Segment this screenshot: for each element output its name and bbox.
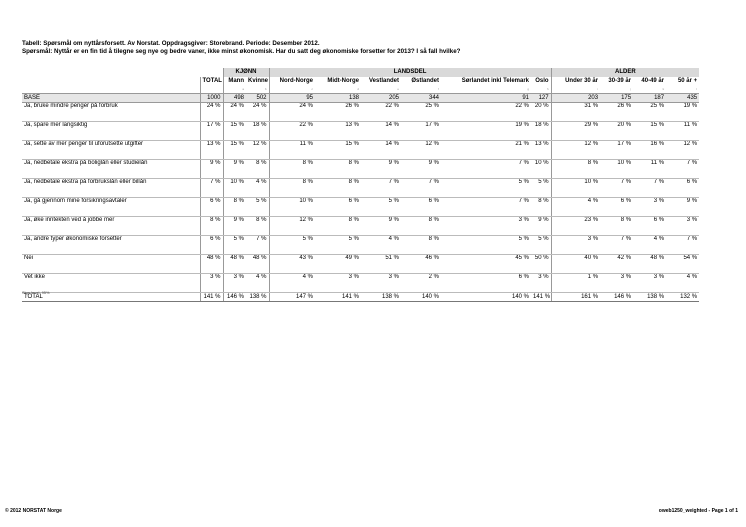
cell-value: 22 % (361, 103, 401, 122)
cell-value: 8 % (401, 236, 441, 255)
cell-value: 91 (441, 94, 531, 103)
header-spacer (22, 77, 200, 86)
cell-value: 1 % (551, 274, 600, 293)
cell-value: 8 % (246, 217, 269, 236)
column-letter: a (223, 86, 246, 94)
column-letter: f (401, 86, 441, 94)
cell-value: 26 % (600, 103, 633, 122)
row-label: Nei (22, 255, 200, 274)
column-header: 50 år + (677, 78, 698, 84)
column-header: Østlandet (411, 78, 440, 84)
row-label: Ja, spare mer langsiktig (22, 122, 200, 141)
table-row (22, 141, 699, 160)
cell-value: 15 % (315, 141, 361, 160)
cell-value: 5 % (223, 236, 246, 255)
row-label: Ja, nedbetale ekstra på boliglån eller studielån (22, 160, 200, 179)
cell-value: 49 % (315, 255, 361, 274)
column-letter (200, 86, 223, 94)
cell-value: 14 % (361, 122, 401, 141)
column-letter: g (441, 86, 531, 94)
cell-value: 24 % (269, 103, 315, 122)
cell-value: 12 % (551, 141, 600, 160)
cell-value: 141 % (315, 293, 361, 302)
column-header-row (22, 77, 699, 86)
column-letter: i (551, 86, 600, 94)
cell-value: 138 % (633, 293, 666, 302)
cell-value: 4 % (666, 274, 699, 293)
column-header: Midt-Norge (327, 78, 360, 84)
column-letter: d (315, 86, 361, 94)
column-letter: l (666, 86, 699, 94)
cell-value: 23 % (551, 217, 600, 236)
cell-value: 12 % (269, 217, 315, 236)
table-row (22, 274, 699, 293)
cell-value: 10 % (551, 179, 600, 198)
cell-value: 8 % (200, 217, 223, 236)
crosstab-table (22, 68, 699, 302)
cell-value: 11 % (269, 141, 315, 160)
cell-value: 10 % (531, 160, 551, 179)
cell-value: 42 % (600, 255, 633, 274)
cell-value: 20 % (531, 103, 551, 122)
cell-value: 24 % (223, 103, 246, 122)
column-letter: e (361, 86, 401, 94)
table-row (22, 179, 699, 198)
total-row (22, 293, 699, 302)
cell-value: 10 % (223, 179, 246, 198)
cell-value: 9 % (223, 160, 246, 179)
cell-value: 502 (246, 94, 269, 103)
cell-value: 48 % (246, 255, 269, 274)
cell-value: 25 % (401, 103, 441, 122)
cell-value: 40 % (551, 255, 600, 274)
cell-value: 9 % (401, 160, 441, 179)
cell-value: 9 % (200, 160, 223, 179)
cell-value: 7 % (246, 236, 269, 255)
group-header-age: ALDER (551, 68, 699, 77)
column-header: Vestlandet (369, 78, 400, 84)
cell-value: 138 % (361, 293, 401, 302)
cell-value: 6 % (401, 198, 441, 217)
cell-value: 48 % (633, 255, 666, 274)
column-letter: h (531, 86, 551, 94)
cell-value: 43 % (269, 255, 315, 274)
group-header-region: LANDSDEL (269, 68, 551, 77)
cell-value: 8 % (246, 160, 269, 179)
cell-value: 5 % (315, 236, 361, 255)
cell-value: 7 % (200, 179, 223, 198)
cell-value: 15 % (223, 141, 246, 160)
cell-value: 6 % (315, 198, 361, 217)
cell-value: 8 % (531, 198, 551, 217)
cell-value: 3 % (633, 274, 666, 293)
cell-value: 6 % (200, 198, 223, 217)
cell-value: 435 (666, 94, 699, 103)
cell-value: 17 % (401, 122, 441, 141)
cell-value: 146 % (223, 293, 246, 302)
cell-value: 8 % (269, 160, 315, 179)
cell-value: 140 % (401, 293, 441, 302)
cell-value: 203 (551, 94, 600, 103)
column-header: Nord-Norge (269, 77, 315, 86)
cell-value: 7 % (633, 179, 666, 198)
cell-value: 205 (361, 94, 401, 103)
header-spacer (22, 68, 200, 77)
cell-value: 6 % (200, 236, 223, 255)
cell-value: 13 % (315, 122, 361, 141)
cell-value: 17 % (200, 122, 223, 141)
cell-value: 9 % (666, 198, 699, 217)
row-label: TOTAL (22, 293, 200, 302)
cell-value: 4 % (361, 236, 401, 255)
row-label: BASE (22, 94, 200, 103)
cell-value: 5 % (531, 236, 551, 255)
table-row (22, 255, 699, 274)
cell-value: 4 % (246, 274, 269, 293)
column-header: Under 30 år (551, 77, 600, 86)
cell-value: 16 % (633, 141, 666, 160)
column-header: TOTAL (200, 77, 223, 86)
cell-value: 50 % (531, 255, 551, 274)
cell-value: 5 % (441, 236, 531, 255)
cell-value: 7 % (441, 160, 531, 179)
cell-value: 6 % (441, 274, 531, 293)
cell-value: 4 % (269, 274, 315, 293)
column-letter: k (633, 86, 666, 94)
cell-value: 11 % (666, 122, 699, 141)
cell-value: 161 % (551, 293, 600, 302)
row-label: Ja, nedbetale ekstra på forbrukslån eller billån (22, 179, 200, 198)
cell-value: 6 % (633, 217, 666, 236)
cell-value: 19 % (666, 103, 699, 122)
cell-value: 13 % (200, 141, 223, 160)
cell-value: 4 % (633, 236, 666, 255)
cell-value: 6 % (600, 198, 633, 217)
cell-value: 5 % (361, 198, 401, 217)
cell-value: 51 % (361, 255, 401, 274)
table-body (22, 68, 699, 302)
cell-value: 10 % (269, 198, 315, 217)
column-letter: c (269, 86, 315, 94)
cell-value: 24 % (200, 103, 223, 122)
cell-value: 22 % (269, 122, 315, 141)
table-row (22, 217, 699, 236)
column-header: 30-39 år (608, 78, 632, 84)
column-letter: b (246, 86, 269, 94)
cell-value: 2 % (401, 274, 441, 293)
cell-value: 5 % (246, 198, 269, 217)
cell-value: 48 % (223, 255, 246, 274)
table-row (22, 236, 699, 255)
cell-value: 3 % (531, 274, 551, 293)
cell-value: 8 % (600, 217, 633, 236)
cell-value: 18 % (531, 122, 551, 141)
cell-value: 3 % (223, 274, 246, 293)
group-header-row (22, 68, 699, 77)
cell-value: 11 % (633, 160, 666, 179)
cell-value: 3 % (200, 274, 223, 293)
cell-value: 127 (531, 94, 551, 103)
cell-value: 19 % (441, 122, 531, 141)
cell-value: 3 % (600, 274, 633, 293)
cell-value: 138 % (246, 293, 269, 302)
cell-value: 138 (315, 94, 361, 103)
table-row (22, 103, 699, 122)
cell-value: 3 % (361, 274, 401, 293)
cell-value: 9 % (531, 217, 551, 236)
cell-value: 147 % (269, 293, 315, 302)
column-header: Sørlandet inkl Telemark (461, 78, 530, 84)
cell-value: 498 (223, 94, 246, 103)
cell-value: 141 % (200, 293, 223, 302)
cell-value: 175 (600, 94, 633, 103)
cell-value: 7 % (441, 198, 531, 217)
cell-value: 26 % (315, 103, 361, 122)
cell-value: 8 % (315, 160, 361, 179)
cell-value: 95 (269, 94, 315, 103)
cell-value: 8 % (315, 179, 361, 198)
cell-value: 7 % (600, 236, 633, 255)
cell-value: 6 % (666, 179, 699, 198)
page-footer: oweb1250_weighted - Page 1 of 1 (658, 508, 738, 514)
cell-value: 8 % (551, 160, 600, 179)
cell-value: 15 % (633, 122, 666, 141)
cell-value: 5 % (441, 179, 531, 198)
cell-value: 8 % (223, 198, 246, 217)
cell-value: 8 % (315, 217, 361, 236)
cell-value: 8 % (269, 179, 315, 198)
cell-value: 3 % (441, 217, 531, 236)
row-label: Ja, øke inntekten ved å jobbe mer (22, 217, 200, 236)
cell-value: 187 (633, 94, 666, 103)
cell-value: 24 % (246, 103, 269, 122)
cell-value: 140 % (441, 293, 531, 302)
cell-value: 7 % (361, 179, 401, 198)
cell-value: 3 % (551, 236, 600, 255)
header-spacer (22, 86, 200, 94)
row-label: Vet ikke (22, 274, 200, 293)
cell-value: 48 % (200, 255, 223, 274)
cell-value: 344 (401, 94, 441, 103)
header-spacer (200, 68, 223, 77)
cell-value: 46 % (401, 255, 441, 274)
row-label: Ja, gå gjennom mine forsikringsavtaler (22, 198, 200, 217)
cell-value: 7 % (600, 179, 633, 198)
base-row (22, 94, 699, 103)
cell-value: 18 % (246, 122, 269, 141)
cell-value: 1000 (200, 94, 223, 103)
cell-value: 31 % (551, 103, 600, 122)
table-row (22, 198, 699, 217)
cell-value: 3 % (633, 198, 666, 217)
cell-value: 3 % (315, 274, 361, 293)
cell-value: 13 % (531, 141, 551, 160)
cell-value: 10 % (600, 160, 633, 179)
table-row (22, 122, 699, 141)
cell-value: 7 % (401, 179, 441, 198)
cell-value: 7 % (666, 160, 699, 179)
column-header: 40-49 år (641, 78, 665, 84)
cell-value: 12 % (401, 141, 441, 160)
cell-value: 5 % (269, 236, 315, 255)
cell-value: 12 % (666, 141, 699, 160)
group-header-gender: KJØNN (223, 68, 269, 77)
table-title: Tabell: Spørsmål om nyttårsforsett. Av Norstat. Oppdragsgiver: Storebrand. Periode: Desember 2012. (22, 40, 320, 47)
cell-value: 8 % (401, 217, 441, 236)
cell-value: 45 % (441, 255, 531, 274)
cell-value: 21 % (441, 141, 531, 160)
cell-value: 132 % (666, 293, 699, 302)
column-header: Kvinne (248, 78, 269, 84)
row-label: Ja, bruke mindre penger på forbruk (22, 103, 200, 122)
cell-value: 4 % (551, 198, 600, 217)
cell-value: 146 % (600, 293, 633, 302)
column-header: Mann (223, 77, 246, 86)
column-letter: j (600, 86, 633, 94)
column-header: Oslo (535, 78, 549, 84)
cell-value: 3 % (666, 217, 699, 236)
cell-value: 54 % (666, 255, 699, 274)
cell-value: 29 % (551, 122, 600, 141)
cell-value: 14 % (361, 141, 401, 160)
row-label: Ja, andre typer økonomiske forsetter (22, 236, 200, 255)
cell-value: 141 % (533, 293, 551, 300)
table-row (22, 160, 699, 179)
cell-value: 12 % (246, 141, 269, 160)
cell-value: 20 % (600, 122, 633, 141)
copyright-footer: © 2012 NORSTAT Norge (5, 508, 62, 514)
cell-value: 15 % (223, 122, 246, 141)
column-letter-row (22, 86, 699, 94)
cell-value: 9 % (361, 217, 401, 236)
cell-value: 9 % (223, 217, 246, 236)
cell-value: 5 % (531, 179, 551, 198)
cell-value: 25 % (633, 103, 666, 122)
cell-value: 9 % (361, 160, 401, 179)
cell-value: 4 % (246, 179, 269, 198)
cell-value: 17 % (600, 141, 633, 160)
cell-value: 7 % (666, 236, 699, 255)
question-text: Spørsmål: Nyttår er en fin tid å tilegne seg nye og bedre vaner, ikke minst økonomisk. Har du satt deg økonomiske forsetter for 2013? I så fall hvilke? (22, 48, 461, 55)
significance-level-note: Sign.level: 95% (22, 290, 50, 295)
cell-value: 22 % (441, 103, 531, 122)
row-label: Ja, sette av mer penger til uforutsette utgifter (22, 141, 200, 160)
